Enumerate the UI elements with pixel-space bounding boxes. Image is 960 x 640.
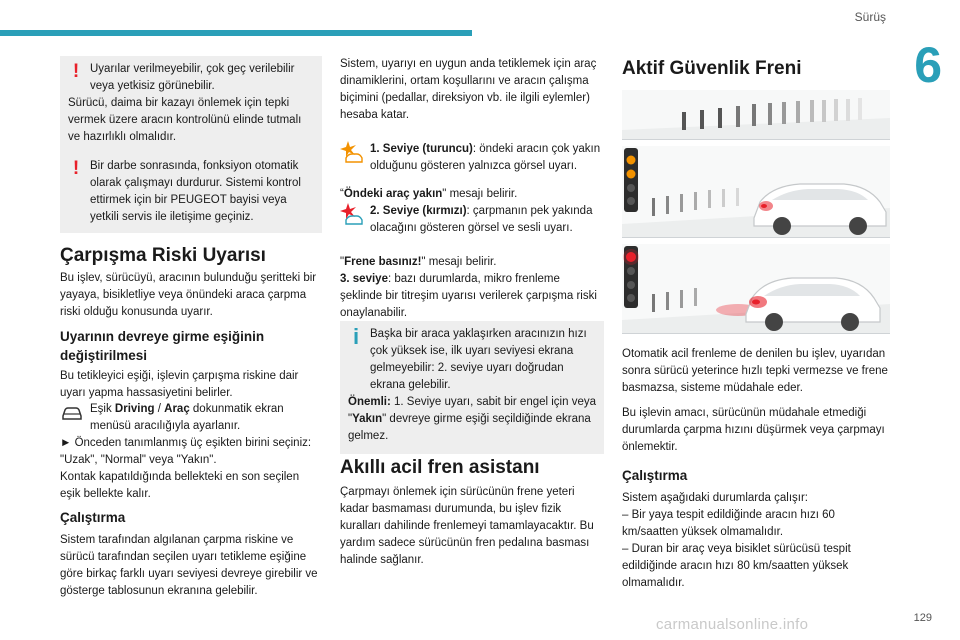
- heading-threshold: Uyarının devreye girme eşiğinin değiştirilmesi: [60, 329, 265, 363]
- warning-1-line-1: Uyarılar verilmeyebilir, çok geç verilebilir veya yetkisiz görünebilir.: [90, 63, 295, 92]
- collision-alert-red-icon: [340, 203, 364, 225]
- car-settings-icon: [60, 401, 84, 423]
- warning-box-1: [60, 56, 322, 153]
- aeb-description: Otomatik acil frenleme de denilen bu işlev, uyarıdan sonra sürücü yeterince hızlı tepki vermezse ve frene basmazsa, sisteme müdahale eder.: [622, 348, 888, 394]
- threshold-intro: Bu tetikleyici eşiği, işlevin çarpışma riskine dair uyarı yapma hassasiyetini belirler.: [60, 370, 299, 399]
- aeb-condition-pedestrian: – Bir yaya tespit edildiğinde aracın hızı 60 km/saatten yüksek olmamalıdır.: [622, 509, 835, 538]
- aeb-condition-vehicle: – Duran bir araç veya bisiklet sürücüsü tespit edildiğinde aracın hızı 80 km/saatten yüksek olmamalıdır.: [622, 543, 851, 589]
- info-line-1: Başka bir araca yaklaşırken aracınızın hızı çok yüksek ise, ilk uyarı seviyesi ekrana gelmeyebilir: 2. seviye uyarı doğrudan ekrana gelebilir.: [370, 328, 587, 391]
- level-1-label: 1. Seviye (turuncu): [370, 143, 473, 155]
- dynamics-intro: Sistem, uyarıyı en uygun anda tetiklemek için araç dinamiklerini, ortam koşullarını ve aracın çalışma biçimini (pedallar, direksiyon vb. ile ilgili eylemler) hesaba katar.: [340, 58, 597, 121]
- smart-brake-text: Çarpmayı önlemek için sürücünün frene yeteri kadar basmaması durumunda, bu işlev fizik kuralları dahilinde frenlemeyi tamamlayacaktır. Bu yardım sadece sürücünün fren pedalına basması halinde sağlanır.: [340, 486, 594, 566]
- heading-collision-risk: Çarpışma Riski Uyarısı: [60, 245, 266, 266]
- warning-2-text: Bir darbe sonrasında, fonksiyon otomatik olarak çalışmayı durdurur. Sistemi kontrol ettirmek için bir PEUGEOT bayisi veya yetkili servis ile iletişime geçiniz.: [90, 160, 301, 223]
- header-accent-bar: [0, 30, 472, 36]
- section-title: Sürüş: [854, 10, 886, 24]
- threshold-setting-text: Eşik Driving / Araç dokunmatik ekran menüsü aracılığıyla ayarlanır.: [90, 403, 284, 432]
- page-number: 129: [913, 612, 932, 624]
- alert-level-1: 1. Seviye (turuncu): öndeki aracın çok yakın olduğunu gösteren yalnızca görsel uyarı.: [340, 141, 604, 175]
- collision-alert-orange-icon: [340, 141, 364, 163]
- heading-operation: Çalıştırma: [60, 510, 126, 525]
- aeb-operation-intro: Sistem aşağıdaki durumlarda çalışır:: [622, 492, 808, 504]
- threshold-memory: Kontak kapatıldığında bellekteki en son seçilen eşik bellekte kalır.: [60, 471, 300, 500]
- speed-markers-illustration: [622, 90, 890, 140]
- operation-text: Sistem tarafından algılanan çarpma riskine ve sürücü tarafından seçilen uyarı tetikleme eşiğine göre birkaç farklı uyarı seviyesi devreye girebilir ve gösterge tablosunun ekranına gelebilir.: [60, 534, 318, 597]
- warning-exclamation-icon: !: [72, 61, 80, 82]
- aeb-purpose: Bu işlevin amacı, sürücünün müdahale etmediği durumlarda çarpma hızını düşürmek veya çarpmayı önlemektir.: [622, 407, 885, 453]
- orange-light-car-illustration: [622, 146, 890, 238]
- chapter-number: 6: [914, 37, 942, 93]
- red-light-braking-car-illustration: [622, 244, 890, 334]
- threshold-select: ► Önceden tanımlanmış üç eşikten birini seçiniz: "Uzak", "Normal" veya "Yakın".: [60, 437, 312, 466]
- info-line-2: Önemli: 1. Seviye uyarı, sabit bir engel için veya "Yakın" devreye girme eşiği seçildiğinde ekrana gelmez.: [348, 396, 596, 442]
- level-1-message: “Öndeki araç yakın" mesajı belirir.: [340, 188, 518, 200]
- alert-level-2: 2. Seviye (kırmızı): çarpmanın pek yakında olacağını gösteren görsel ve sesli uyarı.: [340, 203, 604, 237]
- info-icon: i: [352, 324, 360, 349]
- heading-smart-brake: Akıllı acil fren asistanı: [340, 457, 540, 478]
- warning-exclamation-icon: !: [72, 158, 80, 179]
- level-2-label: 2. Seviye (kırmızı): [370, 205, 467, 217]
- info-box: [340, 321, 604, 454]
- warning-1-line-2: Sürücü, daima bir kazayı önlemek için tepki vermek üzere aracın kontrolünü elinde tutmalı ve hazırlıklı olmalıdır.: [68, 97, 302, 143]
- level-2-message: "Frene basınız!" mesajı belirir.: [340, 256, 497, 268]
- warning-box-2: [60, 153, 322, 233]
- threshold-setting: [60, 401, 322, 435]
- collision-intro: Bu işlev, sürücüyü, aracının bulunduğu şeritteki bir yayaya, bisikletliye veya önündeki araca çarpma riski olduğu konusunda uyarır.: [60, 272, 317, 318]
- heading-active-safety-brake: Aktif Güvenlik Freni: [622, 58, 802, 79]
- level-3-text: 3. seviye: bazı durumlarda, mikro frenleme şeklinde bir titreşim uyarısı verilerek çarpışma riski onaylanabilir.: [340, 273, 597, 319]
- watermark-text: carmanualsonline.info: [656, 616, 809, 633]
- heading-aeb-operation: Çalıştırma: [622, 468, 688, 483]
